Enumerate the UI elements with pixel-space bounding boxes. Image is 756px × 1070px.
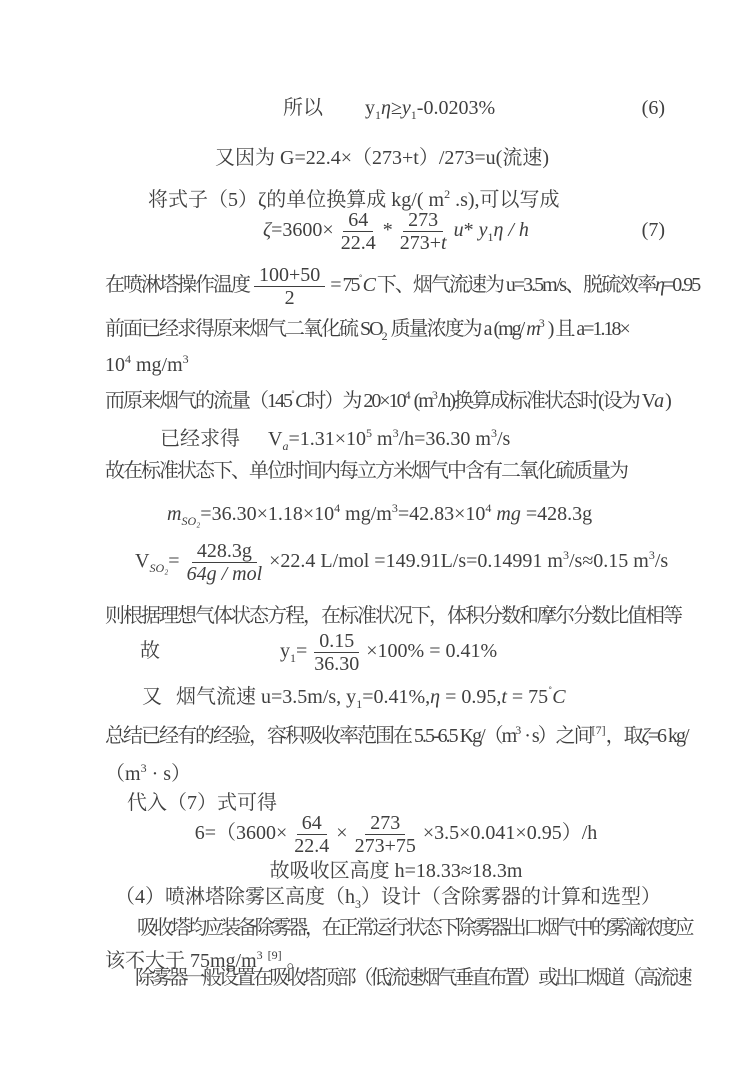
denominator: 22.4 (294, 834, 330, 857)
seg: 前面已经求得原来烟气二氧化硫 SO (105, 318, 382, 340)
fraction (312, 630, 361, 676)
seg: m (372, 428, 393, 450)
seg: 在喷淋塔操作温度 (105, 274, 249, 296)
seg: C (362, 274, 374, 296)
seg: =0.95 (663, 274, 700, 296)
seg: * (382, 219, 393, 241)
seg: y (280, 640, 290, 662)
superscript: 3 (431, 388, 438, 402)
seg: 该不大于 75mg/m (105, 950, 257, 972)
seg: =6 kg/ (647, 725, 688, 747)
subscript: SO₂ (181, 514, 201, 528)
seg: =428.3g (520, 503, 593, 525)
seg: * (463, 219, 479, 241)
seg: a (654, 390, 663, 412)
seg: 时）为 20×10 (306, 390, 405, 412)
numerator: 0.15 (314, 630, 359, 653)
denominator: 22.4 (340, 231, 376, 254)
seg: 273+ (399, 231, 441, 254)
seg: u (453, 219, 464, 241)
seg: =1.31×10 (288, 428, 367, 450)
seg: 下、烟气流速为 u=3.5m/s、脱硫效率 (373, 274, 656, 296)
text-line (105, 418, 742, 461)
numerator: 428.3g (192, 540, 257, 563)
seg: V (268, 428, 283, 450)
seg: (m (410, 390, 432, 412)
seg: =36.30×1.18×10 (200, 503, 335, 525)
subscript: SO₂ (149, 561, 169, 575)
seg: ×3.5×0.041×0.95）/h (422, 822, 598, 844)
equation-line-6 (105, 93, 687, 123)
equation-line (105, 530, 717, 585)
numerator: 64 (297, 812, 327, 835)
seg: 而原来烟气的流量（145 (105, 390, 291, 412)
subscript: 1 (410, 108, 417, 122)
subscript: 1 (356, 697, 363, 711)
seg: 10 (105, 354, 125, 376)
seg: （m (105, 763, 141, 785)
subscript: 2 (381, 329, 388, 343)
superscript: 3 (490, 426, 497, 440)
superscript: 3 (538, 316, 545, 330)
seg: ×22.4 L/mol =149.91L/s=0.14991 m (269, 550, 563, 572)
seg: /s (654, 550, 669, 572)
fraction (254, 264, 325, 310)
superscript: 3 (256, 948, 263, 962)
numerator: 273 (365, 812, 405, 835)
seg: 所以 (283, 97, 323, 119)
numerator: 100+50 (254, 264, 325, 287)
denominator: 273+75 (354, 834, 416, 857)
seg: -0.0203% (416, 97, 496, 119)
equation-number: (7) (641, 219, 665, 241)
superscript: 3 (562, 548, 569, 562)
text-line (105, 254, 700, 309)
text-line (105, 913, 719, 943)
seg: y (365, 97, 375, 119)
fraction (185, 540, 265, 586)
text-line (105, 456, 687, 486)
seg: · s） (146, 763, 192, 785)
text-line (105, 676, 724, 719)
seg: m (526, 318, 539, 340)
seg: 又 (142, 686, 162, 708)
seg: C (295, 390, 307, 412)
equation-number: (6) (641, 97, 665, 119)
degree-mark: ˚ (291, 388, 295, 402)
text-line (105, 963, 717, 993)
superscript: 3 (392, 426, 399, 440)
seg: 。 (281, 950, 307, 972)
seg: mg/m (340, 503, 392, 525)
seg: 将式子（5）ζ的单位换算成 kg/( m (148, 189, 445, 211)
seg: 总结已经有的经验，容积吸收率范围在 5.5-6.5 Kg/（m (105, 725, 516, 747)
seg: /h=36.30 m (398, 428, 491, 450)
seg: .s),可以写成 (450, 189, 560, 211)
degree-mark: ˚ (548, 684, 553, 698)
seg: t (501, 686, 507, 708)
seg: y (478, 219, 488, 241)
seg: =42.83×10 (397, 503, 486, 525)
seg: 故吸收区高度 h=18.33≈18.3m (269, 860, 523, 882)
seg: η / h (493, 219, 529, 241)
seg: C (552, 686, 566, 708)
seg: = (296, 640, 308, 662)
seg: m (167, 503, 182, 525)
superscript: 4 (485, 501, 492, 515)
subscript: 1 (487, 230, 494, 244)
seg: /s≈0.15 m (568, 550, 649, 572)
denominator (398, 232, 449, 254)
seg: ) (662, 390, 670, 412)
seg: ，取 (605, 725, 642, 747)
fraction (339, 209, 378, 255)
superscript: 3 (140, 761, 147, 775)
text-line (105, 380, 687, 416)
seg: 6=（3600× (194, 822, 288, 844)
seg: 吸收塔均应装备除雾器，在正常运行状态下除雾器出口烟气中的雾滴浓度应 (137, 917, 692, 939)
fraction (292, 812, 331, 858)
seg: ζ (263, 219, 272, 241)
seg: =0.41%, (362, 686, 431, 708)
reference-mark: [9] (267, 948, 282, 962)
equation-line (105, 626, 722, 676)
seg: = (168, 550, 180, 572)
fraction (353, 812, 418, 858)
subscript: a (282, 439, 289, 453)
superscript: 3 (515, 723, 522, 737)
seg: × (336, 822, 348, 844)
superscript: 4 (334, 501, 341, 515)
superscript: 2 (444, 187, 451, 201)
seg: 则根据理想气体状态方程，在标准状况下，体积分数和摩尔分数比值相等 (105, 605, 681, 627)
superscript: 4 (404, 388, 411, 402)
denominator: 64g / mol (186, 562, 263, 585)
seg: = 75 (330, 274, 359, 296)
seg: /h)换算成标准状态时(设为 V (437, 390, 655, 412)
seg: 烟气流速 u=3.5m/s, y (176, 686, 357, 708)
seg: V (135, 550, 150, 572)
seg: =3600× (271, 219, 334, 241)
seg: ×100% = 0.41% (366, 640, 498, 662)
seg: mg/m (131, 354, 183, 376)
superscript: 4 (125, 352, 131, 366)
text-line (105, 753, 687, 789)
numerator: 64 (343, 209, 373, 232)
subscript: 1 (375, 108, 381, 122)
seg: = 0.95, (440, 686, 502, 708)
seg: η (655, 274, 664, 296)
denominator: 36.30 (314, 652, 360, 675)
text-line (105, 143, 756, 173)
seg: 故在标准状态下、单位时间内每立方米烟气中含有二氧化硫质量为 (105, 460, 627, 482)
seg: 又因为 G=22.4×（273+t）/273=u(流速) (215, 147, 549, 169)
reference-mark: [7] (591, 723, 606, 737)
seg: 除雾器一般设置在吸收塔顶部（低流速烟气垂直布置）或出口烟道（高流速 (135, 967, 690, 989)
seg: η (430, 686, 441, 708)
seg: ) 且 a=1.18× (544, 318, 629, 340)
degree-mark: ˚ (358, 272, 363, 286)
text-line (105, 344, 687, 380)
numerator: 273 (403, 209, 443, 232)
subscript: 1 (290, 651, 296, 665)
subscript: 3 (355, 897, 361, 911)
seg: 故 (140, 640, 160, 662)
seg: 已经求得 (160, 428, 240, 450)
superscript: 5 (366, 426, 373, 440)
seg: ζ (641, 725, 648, 747)
seg: /s (496, 428, 511, 450)
superscript: 3 (182, 352, 189, 366)
equation-line (105, 808, 687, 858)
seg: 质量浓度为 a (mg/ (387, 318, 527, 340)
seg: mg (491, 503, 521, 525)
equation-line-7 (105, 205, 687, 255)
denominator: 2 (284, 286, 295, 309)
superscript: 3 (391, 501, 398, 515)
seg: η≥y (381, 97, 411, 119)
fraction (398, 209, 449, 255)
text-line (105, 715, 687, 751)
seg: ）设计（含除雾器的计算和选型） (361, 886, 661, 908)
seg: = 75 (506, 686, 549, 708)
seg: · s）之间 (521, 725, 592, 747)
superscript: 3 (648, 548, 655, 562)
seg: t (441, 231, 447, 254)
seg: 代入（7）式可得 (127, 792, 277, 814)
seg: （4）喷淋塔除雾区高度（h (115, 886, 355, 908)
